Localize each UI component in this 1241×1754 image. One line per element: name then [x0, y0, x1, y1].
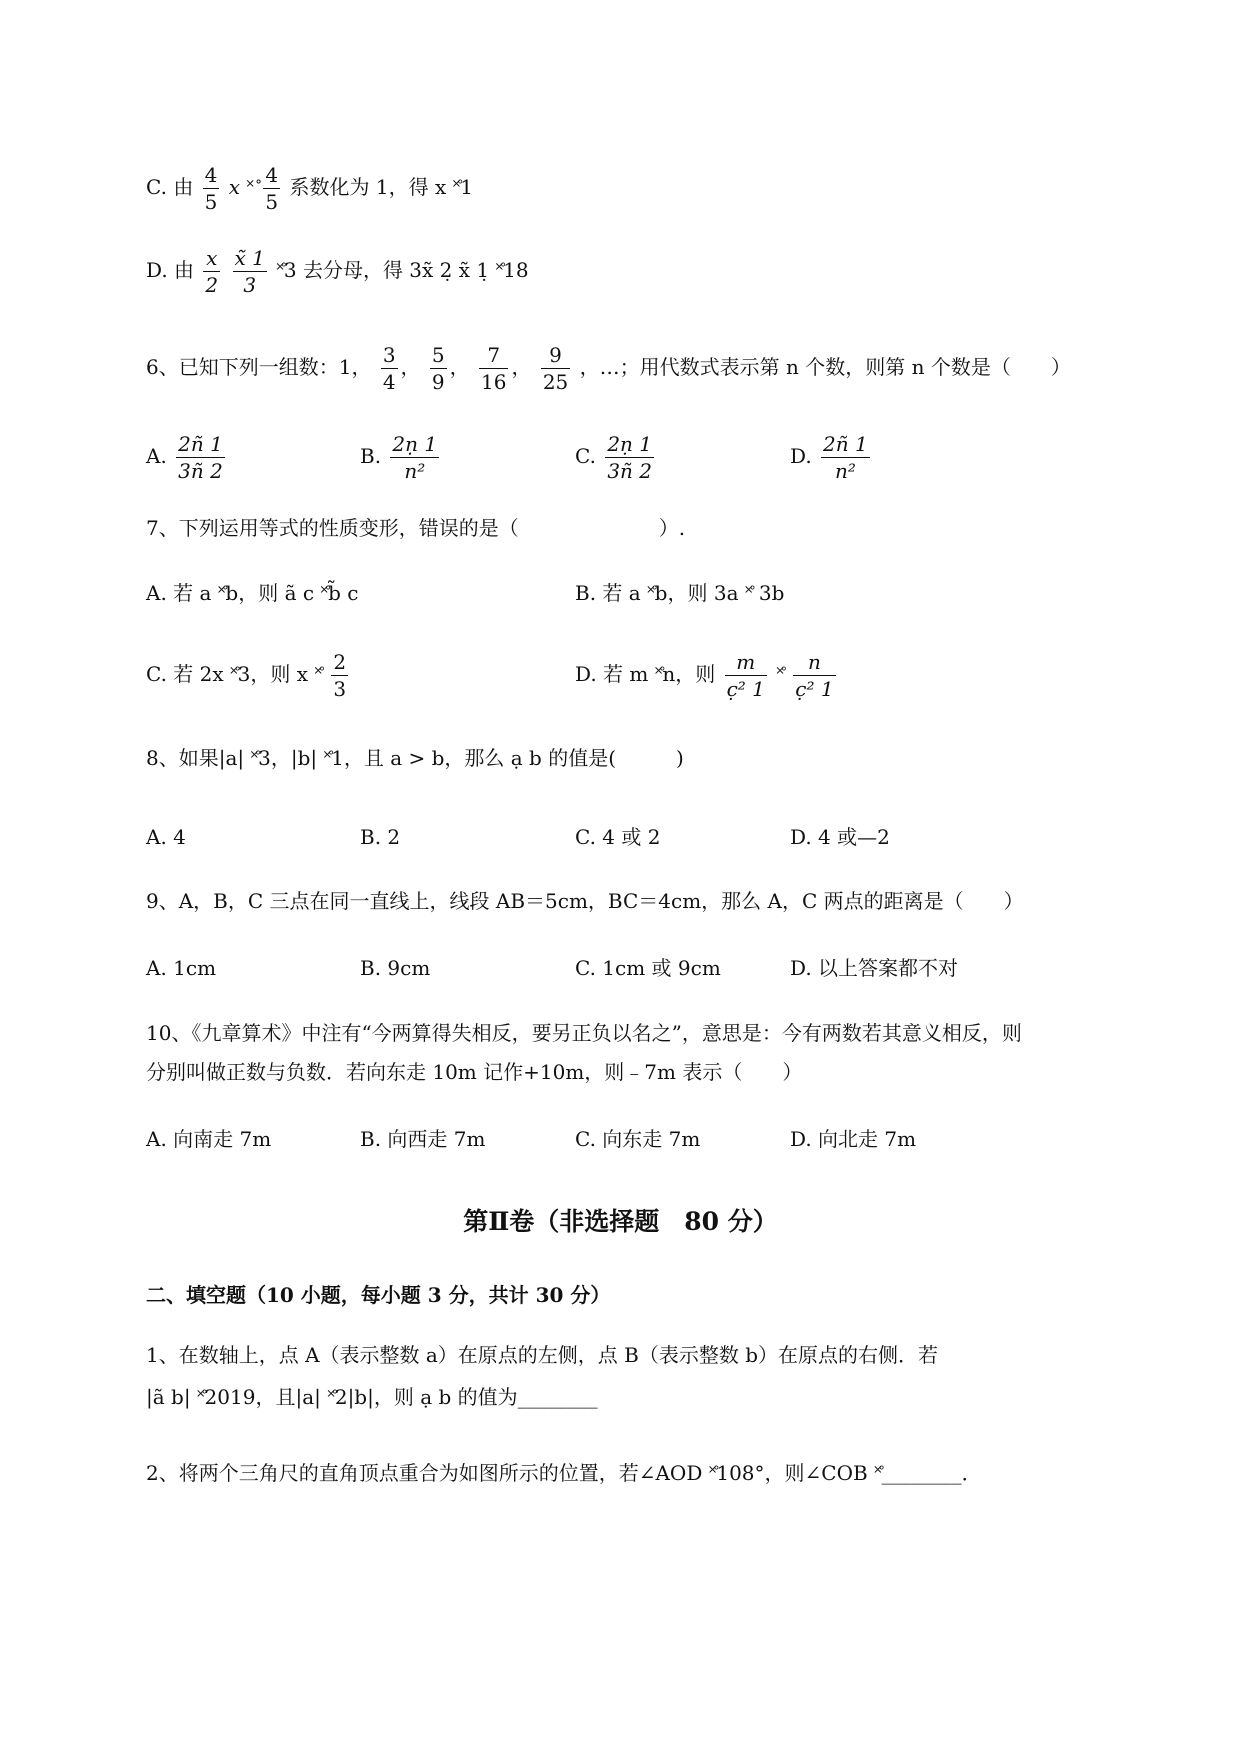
q7-option-d — [575, 652, 839, 699]
denominator: 5 — [204, 190, 218, 214]
numerator: 2ñ 1 — [823, 432, 868, 456]
numerator: 2ñ 1 — [178, 432, 223, 456]
math-text: x ˟̊̊ — [228, 175, 255, 199]
denominator: c̣² 1 — [795, 677, 834, 701]
option-text: ˟̊3 去分母，得 3x̃ 2̣ x̃ 1̣ ˟̊18 — [276, 258, 529, 282]
option-label: D. — [790, 444, 812, 468]
option-label: C. — [146, 175, 167, 199]
question-text: 6、已知下列一组数：1， — [146, 355, 372, 379]
question-8-stem: 8、如果|a| ˟̊3，|b| ˟̊1，且 a > b，那么 ạ b 的值是( ) — [146, 746, 684, 770]
numerator: 9 — [541, 345, 570, 369]
q7-option-c — [146, 652, 351, 699]
numerator: x — [203, 248, 220, 272]
fill-question-1-line1: 1、在数轴上，点 A（表示整数 a）在原点的左侧，点 B（表示整数 b）在原点的右侧．若 — [146, 1343, 939, 1367]
numerator: 7 — [479, 345, 508, 369]
numerator: 2ṇ 1 — [607, 432, 652, 456]
denominator: 3 — [333, 677, 347, 701]
numerator: 5 — [431, 343, 445, 367]
option-text: 系数化为 1，得 x ˟̊1 — [289, 175, 473, 199]
denominator: 4 — [382, 370, 396, 394]
denominator: n² — [834, 459, 856, 483]
q6-option-d — [790, 434, 873, 481]
numerator: n — [793, 652, 835, 676]
denominator: 2 — [205, 273, 219, 297]
option-text: 由 — [174, 258, 195, 282]
fraction — [233, 248, 267, 295]
math-text: ˟̊ — [776, 662, 784, 686]
q8-option-c: C. 4 或 2 — [575, 825, 661, 849]
fraction — [390, 434, 439, 481]
fraction — [725, 652, 767, 699]
option-text: D. 若 m ˟̊n，则 — [575, 662, 716, 686]
denominator: 3 — [243, 273, 257, 297]
q8-option-a: A. 4 — [146, 825, 186, 849]
numerator: 4 — [204, 163, 218, 187]
fraction — [605, 434, 654, 481]
q8-option-d: D. 4 或—2 — [790, 825, 890, 849]
sequence-fraction — [541, 345, 570, 392]
sequence-fraction — [430, 345, 447, 392]
numerator: 2 — [333, 650, 347, 674]
question-9-stem: 9、A，B，C 三点在同一直线上，线段 AB＝5cm，BC＝4cm，那么 A，C 两点的距离是（ ） — [146, 889, 1024, 913]
denominator: n² — [404, 459, 426, 483]
q10-option-a: A. 向南走 7m — [146, 1127, 272, 1151]
section-2-title: 二、填空题（10 小题，每小题 3 分，共计 30 分） — [146, 1283, 611, 1307]
option-label: C. — [575, 444, 596, 468]
denominator: 3ñ 2 — [178, 459, 223, 483]
numerator: 3 — [382, 343, 396, 367]
option-label: D. — [146, 258, 168, 282]
numerator: x̃ 1 — [234, 246, 265, 270]
q10-option-c: C. 向东走 7m — [575, 1127, 701, 1151]
fraction — [263, 165, 280, 212]
numerator: 2ṇ 1 — [392, 432, 438, 456]
q6-option-b — [360, 434, 442, 481]
question-text: ，…；用代数式表示第 n 个数，则第 n 个数是（ ） — [579, 355, 1071, 379]
q7-option-b: B. 若 a ˟̊b，则 3a ˟̊ 3b — [575, 581, 785, 605]
q9-option-b: B. 9cm — [360, 956, 431, 980]
numerator: m — [725, 652, 767, 676]
fill-question-1-line2: |ã b| ˟̊2019，且|a| ˟̊2|b|，则 ạ b 的值为________ — [146, 1385, 598, 1409]
q8-option-b: B. 2 — [360, 825, 401, 849]
fraction — [793, 652, 835, 699]
option-label: A. — [146, 444, 167, 468]
numerator: 4 — [265, 163, 279, 187]
sequence-fraction — [479, 345, 508, 392]
question-7-stem: 7、下列运用等式的性质变形，错误的是（ ）. — [146, 516, 686, 540]
denominator: 9 — [431, 370, 445, 394]
option-d-prev — [146, 248, 529, 295]
question-10-stem-line1: 10、《九章算术》中注有“今两算得失相反，要另正负以名之”，意思是：今有两数若其意义相反，则 — [146, 1021, 1022, 1045]
option-text: C. 若 2x ˟̊3，则 x ˟̊ — [146, 662, 323, 686]
denominator: 3ñ 2 — [607, 459, 652, 483]
fraction — [331, 652, 348, 699]
q10-option-b: B. 向西走 7m — [360, 1127, 486, 1151]
q10-option-d: D. 向北走 7m — [790, 1127, 917, 1151]
sequence-fraction — [381, 345, 398, 392]
q6-option-a — [146, 434, 228, 481]
q9-option-c: C. 1cm 或 9cm — [575, 956, 721, 980]
denominator: 5 — [265, 190, 279, 214]
q9-option-d: D. 以上答案都不对 — [790, 956, 959, 980]
fraction — [203, 248, 220, 295]
part-2-title: 第Ⅱ卷（非选择题 80 分） — [463, 1207, 778, 1236]
question-6-stem: 6、已知下列一组数：1， $\frac{3}{4}$ ， $\frac{5}{9}$ ， $\frac{7}{16}$ ， $\frac{9}{25}$ ，…；用代数式表示第 n 个数，则第 n 个数是（ ） — [146, 343, 1071, 394]
q9-option-a: A. 1cm — [146, 956, 217, 980]
denominator: 16 — [481, 370, 507, 394]
q7-option-a: A. 若 a ˟̊b，则 ã c ˟̊b̃ c — [146, 581, 359, 605]
q6-option-c — [575, 434, 657, 481]
option-c-prev — [146, 165, 473, 212]
fraction — [203, 165, 220, 212]
fraction — [821, 434, 870, 481]
fraction — [176, 434, 225, 481]
question-10-stem-line2: 分别叫做正数与负数．若向东走 10m 记作+10m，则﹣7m 表示（ ） — [146, 1060, 803, 1084]
denominator: 25 — [542, 370, 569, 394]
denominator: c̣² 1 — [726, 677, 765, 701]
fill-question-2: 2、将两个三角尺的直角顶点重合为如图所示的位置，若∠AOD ˟̊108°，则∠COB ˟̊________． — [146, 1461, 982, 1485]
option-text: 由 — [173, 175, 194, 199]
option-label: B. — [360, 444, 382, 468]
